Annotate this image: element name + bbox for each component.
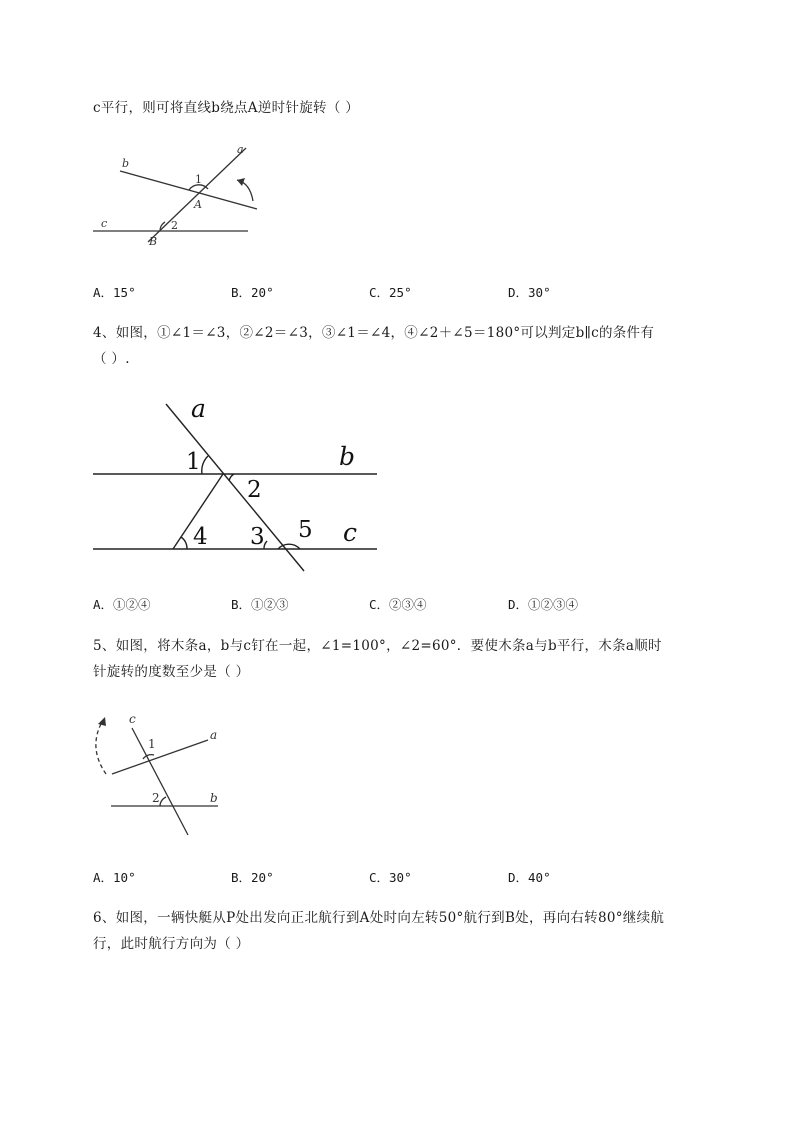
q5-option-d[interactable]: D．40° <box>508 870 551 885</box>
q3-arrowhead-icon <box>237 178 245 186</box>
q4-stem-line2: （ ）. <box>93 351 130 367</box>
q4-label-b: b <box>339 442 356 471</box>
q3-label-1: 1 <box>195 173 202 186</box>
q3-rotation-arrow <box>237 180 253 201</box>
q3-label-B: B <box>149 235 158 248</box>
q4-label-c: c <box>343 518 358 547</box>
q4-stem-line1: 4、如图，①∠1＝∠3，②∠2＝∠3，③∠1＝∠4，④∠2＋∠5＝180°可以判定b∥c的条件有 <box>93 325 655 341</box>
q3-option-a[interactable]: A．15° <box>93 285 136 300</box>
q5-option-c[interactable]: C．30° <box>369 870 412 885</box>
q3-option-c[interactable]: C．25° <box>369 285 412 300</box>
q4-label-5: 5 <box>298 517 313 543</box>
q6-stem-line2: 行，此时航行方向为（ ） <box>93 936 250 952</box>
q6-stem-line1: 6、如图，一辆快艇从P处出发向正北航行到A处时向左转50°航行到B处，再向右转80°继续航 <box>93 910 665 926</box>
q5-option-a[interactable]: A．10° <box>93 870 136 885</box>
q4-label-2: 2 <box>247 477 262 503</box>
q4-option-c[interactable]: C．②③④ <box>369 597 427 612</box>
q4-angle2-arc <box>229 474 234 481</box>
q5-options <box>93 868 733 888</box>
q5-line-c <box>132 728 188 835</box>
q4-angle5-arc <box>278 544 300 549</box>
q3-label-c: c <box>101 217 108 230</box>
q4-label-1: 1 <box>186 449 201 475</box>
q5-stem-line1: 5、如图，将木条a，b与c钉在一起，∠1=100°，∠2=60°．要使木条a与b平行，木条a顺时 <box>93 638 662 654</box>
q4-figure <box>90 395 380 575</box>
q5-label-c: c <box>129 712 136 726</box>
q5-label-a: a <box>210 728 218 742</box>
q5-rotation-arrow <box>96 722 106 774</box>
q3-option-b[interactable]: B．20° <box>231 285 274 300</box>
q5-angle2-arc <box>160 797 166 806</box>
q5-arrowhead-icon <box>98 717 106 726</box>
q4-label-4: 4 <box>193 524 208 550</box>
q3-option-d[interactable]: D．30° <box>508 285 551 300</box>
q3-label-A: A <box>194 198 202 211</box>
q5-line-a <box>112 740 208 774</box>
q5-label-b: b <box>210 791 218 805</box>
q4-option-b[interactable]: B．①②③ <box>231 597 289 612</box>
q3-figure <box>85 138 265 253</box>
q5-figure <box>88 708 238 838</box>
q3-label-b: b <box>122 157 130 170</box>
q4-option-a[interactable]: A．①②④ <box>93 597 151 612</box>
q4-label-a: a <box>191 395 206 423</box>
q4-label-3: 3 <box>250 524 265 550</box>
q3-label-2: 2 <box>171 219 178 232</box>
q3-stem-tail: c平行，则可将直线b绕点A逆时针旋转（ ） <box>93 100 360 116</box>
q4-angle4-arc <box>181 537 187 549</box>
q3-label-a: a <box>237 143 244 156</box>
q4-option-d[interactable]: D．①②③④ <box>508 597 579 612</box>
q4-angle1-arc <box>202 456 208 474</box>
q5-label-2: 2 <box>152 791 160 805</box>
q4-options <box>93 595 733 615</box>
q3-options <box>93 283 733 303</box>
q5-stem-line2: 针旋转的度数至少是（ ） <box>93 664 250 680</box>
q3-line-a <box>148 148 246 242</box>
q5-label-1: 1 <box>148 737 156 751</box>
q5-option-b[interactable]: B．20° <box>231 870 274 885</box>
